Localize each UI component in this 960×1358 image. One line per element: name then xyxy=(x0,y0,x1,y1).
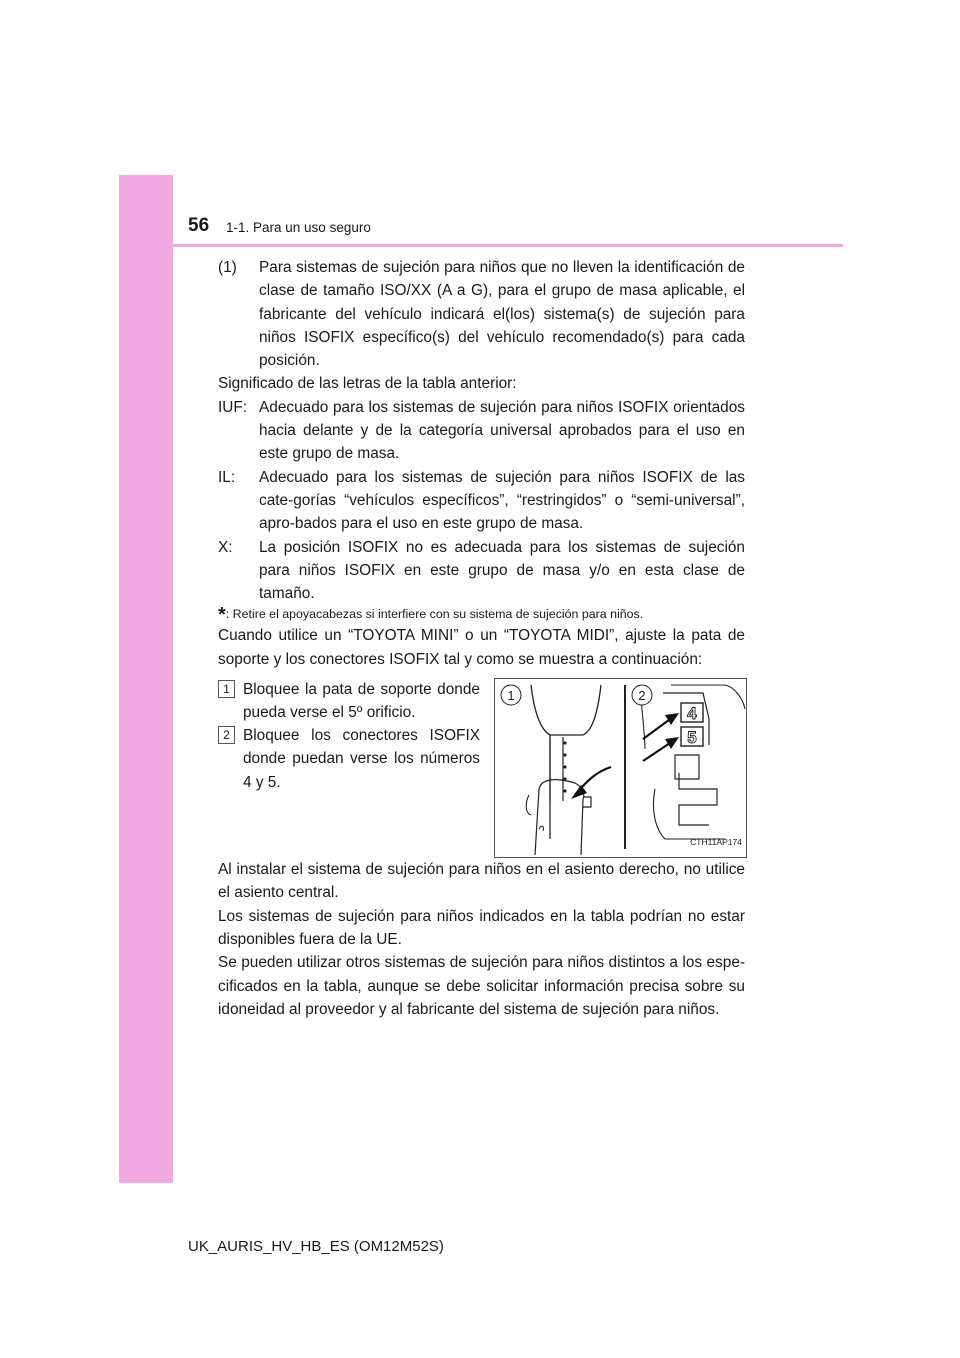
step-text: Bloquee los conectores ISOFIX donde puedan verse los números 4 y 5. xyxy=(243,727,480,791)
step-number-box: 2 xyxy=(218,726,235,744)
definition-label: IL: xyxy=(218,468,236,486)
definition-iuf xyxy=(218,396,745,466)
header-rule xyxy=(173,244,843,247)
definition-label: IUF: xyxy=(218,398,248,416)
footnote xyxy=(218,604,745,627)
page-number: 56 xyxy=(188,215,210,236)
isofix-illustration xyxy=(494,678,747,858)
definition-text: Adecuado para los sistemas de sujeción para niños ISOFIX de las cate-gorías “vehículos específicos”, “restringidos” o “semi-universal”, apro-bados para el uso en este grupo de masa. xyxy=(259,468,745,533)
definition-text: La posición ISOFIX no es adecuada para los sistemas de sujeción para niños ISOFIX en este grupo de masa y/o en esta clase de tamaño. xyxy=(259,538,745,603)
definition-text: Adecuado para los sistemas de sujeción para niños ISOFIX orientados hacia delante y de la categoría universal aprobados para el uso en este grupo de masa. xyxy=(259,398,745,463)
steps-with-figure xyxy=(218,678,745,858)
step-1 xyxy=(218,678,480,725)
callout-2-label: 2 xyxy=(638,688,646,704)
digit-5-label: 5 xyxy=(687,728,697,748)
paragraph: Al instalar el sistema de sujeción para niños en el asiento derecho, no utilice el asiento central. xyxy=(218,861,745,902)
footnote-symbol: * xyxy=(218,604,226,627)
paragraph: Los sistemas de sujeción para niños indicados en la tabla podrían no estar disponibles fuera de la UE. xyxy=(218,907,745,948)
section-title: 1-1. Para un uso seguro xyxy=(226,220,371,235)
footer-code: UK_AURIS_HV_HB_ES (OM12M52S) xyxy=(188,1238,444,1255)
note-1-text: Para sistemas de sujeción para niños que no lleven la identificación de clase de tamaño ISO/XX (A a G), para el grupo de masa aplicable, el fabricante del vehículo indicará el(los) sistema(s) de sujeción para niños ISOFIX específico(s) del vehículo recomendado(s) para cada posición. xyxy=(259,259,745,370)
intro-paragraph: Cuando utilice un “TOYOTA MINI” o un “TOYOTA MIDI”, ajuste la pata de soporte y los conectores ISOFIX tal y como se muestra a continuación: xyxy=(218,627,745,668)
definition-il xyxy=(218,466,745,536)
note-1 xyxy=(218,256,745,372)
definition-label: X: xyxy=(218,538,233,556)
figure-code: CTH11AP174 xyxy=(690,836,742,847)
paragraph: Se pueden utilizar otros sistemas de sujeción para niños distintos a los espe-cificados en la tabla, aunque se debe solicitar información precisa sobre su idoneidad al proveedor y al fabricante del sistema de sujeción para niños. xyxy=(218,954,745,1018)
chapter-side-bar xyxy=(119,175,173,1183)
note-1-label: (1) xyxy=(218,259,237,276)
callout-1-label: 1 xyxy=(507,688,515,704)
page-content xyxy=(218,256,745,1021)
step-2 xyxy=(218,724,480,794)
meaning-heading: Significado de las letras de la tabla anterior: xyxy=(218,375,517,393)
footnote-text: : Retire el apoyacabezas si interfiere con su sistema de sujeción para niños. xyxy=(225,607,644,622)
definition-x xyxy=(218,536,745,606)
step-text: Bloquee la pata de soporte donde pueda verse el 5º orificio. xyxy=(243,681,480,722)
digit-4-label: 4 xyxy=(687,704,697,724)
step-number-box: 1 xyxy=(218,680,235,698)
